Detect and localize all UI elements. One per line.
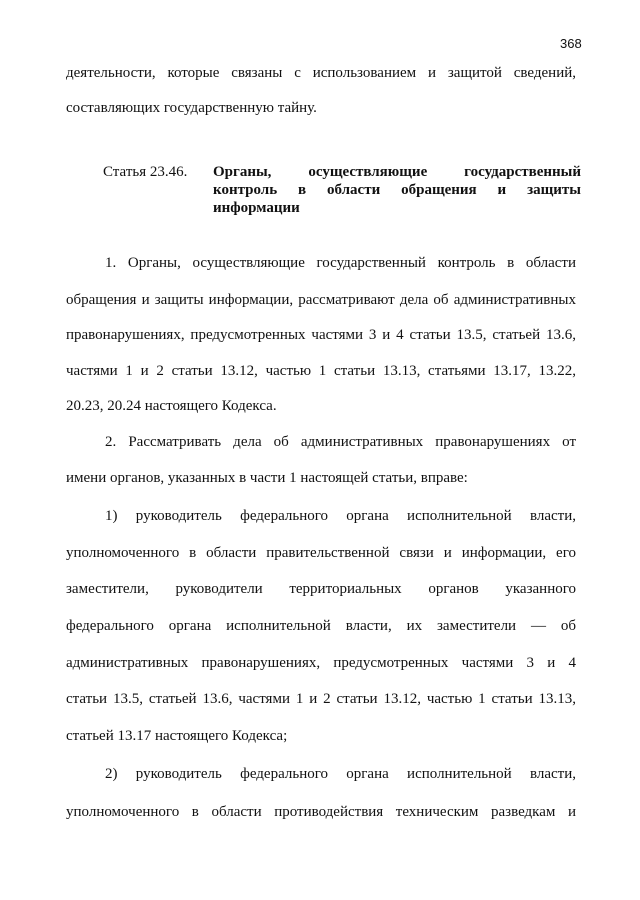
paragraph-2-line: 2. Рассматривать дела об административных правонарушениях от	[105, 434, 576, 450]
item-1-line: статьей 13.17 настоящего Кодекса;	[66, 728, 288, 744]
article-title-line: Органы, осуществляющие государственный	[213, 164, 581, 180]
paragraph-2-line: имени органов, указанных в части 1 настоящей статьи, вправе:	[66, 470, 468, 486]
paragraph-1-line: обращения и защиты информации, рассматривают дела об административных	[66, 292, 576, 308]
item-1-line: административных правонарушениях, предусмотренных частями 3 и 4	[66, 655, 576, 671]
article-title-line: информации	[213, 200, 300, 216]
item-1-line: федерального органа исполнительной власти, их заместители — об	[66, 618, 576, 634]
paragraph-1-line: частями 1 и 2 статьи 13.12, частью 1 статьи 13.13, статьями 13.17, 13.22,	[66, 363, 576, 379]
paragraph-1-line: 20.23, 20.24 настоящего Кодекса.	[66, 398, 277, 414]
paragraph-1-line: правонарушениях, предусмотренных частями 3 и 4 статьи 13.5, статьей 13.6,	[66, 327, 576, 343]
page-number: 368	[560, 36, 582, 51]
article-title-line: контроль в области обращения и защиты	[213, 182, 581, 198]
item-1-line: статьи 13.5, статьей 13.6, частями 1 и 2 статьи 13.12, частью 1 статьи 13.13,	[66, 691, 576, 707]
item-1-line: 1) руководитель федерального органа исполнительной власти,	[105, 508, 576, 524]
paragraph-1-line: 1. Органы, осуществляющие государственный контроль в области	[105, 255, 576, 271]
item-1-line: уполномоченного в области правительственной связи и информации, его	[66, 545, 576, 561]
intro-line-1: деятельности, которые связаны с использованием и защитой сведений,	[66, 65, 576, 81]
intro-line-2: составляющих государственную тайну.	[66, 100, 317, 116]
article-title	[213, 163, 581, 217]
article-label: Статья 23.46.	[103, 164, 188, 180]
item-2-line: уполномоченного в области противодействия техническим разведкам и	[66, 804, 576, 820]
item-2-line: 2) руководитель федерального органа исполнительной власти,	[105, 766, 576, 782]
item-1-line: заместители, руководители территориальных органов указанного	[66, 581, 576, 597]
